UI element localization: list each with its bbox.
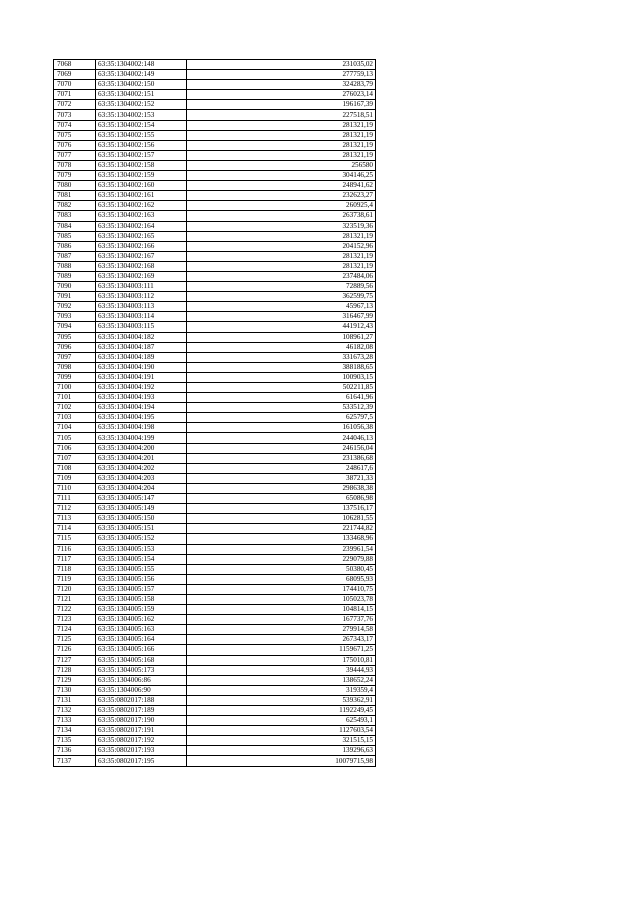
table-row	[54, 736, 376, 746]
row-number-cell: 7095	[54, 332, 96, 342]
cadastral-value-cell: 237484,06	[187, 271, 376, 281]
cadastral-value-cell: 68095,93	[187, 574, 376, 584]
cadastral-number-cell: 63:35:1304003:114	[96, 312, 187, 322]
cadastral-value-cell: 105023,78	[187, 594, 376, 604]
table-row	[54, 90, 376, 100]
cadastral-value-cell: 281321,19	[187, 231, 376, 241]
row-number-cell: 7103	[54, 413, 96, 423]
cadastral-value-cell: 106281,55	[187, 514, 376, 524]
row-number-cell: 7129	[54, 675, 96, 685]
cadastral-value-cell: 196167,39	[187, 100, 376, 110]
cadastral-value-cell: 231386,68	[187, 453, 376, 463]
row-number-cell: 7106	[54, 443, 96, 453]
table-row	[54, 584, 376, 594]
row-number-cell: 7096	[54, 342, 96, 352]
table-row	[54, 100, 376, 110]
cadastral-number-cell: 63:35:1304005:173	[96, 665, 187, 675]
table-row	[54, 685, 376, 695]
table-row	[54, 443, 376, 453]
table-row	[54, 594, 376, 604]
table-row	[54, 625, 376, 635]
cadastral-value-cell: 281321,19	[187, 140, 376, 150]
cadastral-value-cell: 50380,45	[187, 564, 376, 574]
cadastral-number-cell: 63:35:0802017:193	[96, 746, 187, 756]
cadastral-number-cell: 63:35:1304002:156	[96, 140, 187, 150]
cadastral-number-cell: 63:35:1304002:148	[96, 60, 187, 70]
row-number-cell: 7109	[54, 473, 96, 483]
row-number-cell: 7126	[54, 645, 96, 655]
cadastral-value-cell: 625797,5	[187, 413, 376, 423]
cadastral-number-cell: 63:35:1304005:157	[96, 584, 187, 594]
table-row	[54, 726, 376, 736]
cadastral-value-cell: 139296,63	[187, 746, 376, 756]
cadastral-value-cell: 72889,56	[187, 282, 376, 292]
table-row	[54, 372, 376, 382]
table-row	[54, 201, 376, 211]
cadastral-value-cell: 319359,4	[187, 685, 376, 695]
row-number-cell: 7076	[54, 140, 96, 150]
cadastral-number-cell: 63:35:1304004:200	[96, 443, 187, 453]
table-body	[54, 60, 376, 767]
cadastral-number-cell: 63:35:1304005:152	[96, 534, 187, 544]
cadastral-value-cell: 625493,1	[187, 716, 376, 726]
cadastral-number-cell: 63:35:1304003:115	[96, 322, 187, 332]
cadastral-number-cell: 63:35:1304005:151	[96, 524, 187, 534]
cadastral-value-cell: 39444,93	[187, 665, 376, 675]
table-row	[54, 605, 376, 615]
row-number-cell: 7120	[54, 584, 96, 594]
table-row	[54, 120, 376, 130]
table-row	[54, 433, 376, 443]
table-row	[54, 756, 376, 766]
table-row	[54, 403, 376, 413]
cadastral-number-cell: 63:35:1304004:192	[96, 383, 187, 393]
cadastral-number-cell: 63:35:1304002:159	[96, 171, 187, 181]
cadastral-value-cell: 108961,27	[187, 332, 376, 342]
cadastral-value-cell: 174410,75	[187, 584, 376, 594]
cadastral-value-cell: 323519,36	[187, 221, 376, 231]
cadastral-value-cell: 137516,17	[187, 504, 376, 514]
cadastral-number-cell: 63:35:1304005:149	[96, 504, 187, 514]
table-row	[54, 655, 376, 665]
cadastral-value-cell: 281321,19	[187, 261, 376, 271]
cadastral-value-cell: 277759,13	[187, 70, 376, 80]
row-number-cell: 7123	[54, 615, 96, 625]
table-row	[54, 241, 376, 251]
cadastral-number-cell: 63:35:1304002:169	[96, 271, 187, 281]
cadastral-number-cell: 63:35:1304005:158	[96, 594, 187, 604]
cadastral-value-cell: 281321,19	[187, 150, 376, 160]
table-row	[54, 140, 376, 150]
row-number-cell: 7108	[54, 463, 96, 473]
cadastral-number-cell: 63:35:1304002:153	[96, 110, 187, 120]
table-row	[54, 332, 376, 342]
cadastral-value-cell: 104814,15	[187, 605, 376, 615]
cadastral-value-cell: 321515,15	[187, 736, 376, 746]
row-number-cell: 7098	[54, 362, 96, 372]
row-number-cell: 7094	[54, 322, 96, 332]
cadastral-value-cell: 441912,43	[187, 322, 376, 332]
cadastral-value-cell: 263738,61	[187, 211, 376, 221]
table-row	[54, 302, 376, 312]
table-row	[54, 312, 376, 322]
row-number-cell: 7077	[54, 150, 96, 160]
cadastral-value-cell: 281321,19	[187, 251, 376, 261]
cadastral-number-cell: 63:35:0802017:195	[96, 756, 187, 766]
cadastral-value-cell: 204152,96	[187, 241, 376, 251]
cadastral-number-cell: 63:35:1304002:149	[96, 70, 187, 80]
cadastral-value-cell: 260925,4	[187, 201, 376, 211]
table-row	[54, 534, 376, 544]
row-number-cell: 7088	[54, 261, 96, 271]
row-number-cell: 7132	[54, 706, 96, 716]
table-row	[54, 675, 376, 685]
cadastral-value-cell: 362599,75	[187, 292, 376, 302]
cadastral-number-cell: 63:35:0802017:192	[96, 736, 187, 746]
table-row	[54, 716, 376, 726]
cadastral-value-cell: 229079,88	[187, 554, 376, 564]
table-row	[54, 514, 376, 524]
cadastral-value-cell: 331673,28	[187, 352, 376, 362]
cadastral-value-cell: 281321,19	[187, 120, 376, 130]
row-number-cell: 7125	[54, 635, 96, 645]
table-row	[54, 181, 376, 191]
table-row	[54, 645, 376, 655]
row-number-cell: 7115	[54, 534, 96, 544]
cadastral-number-cell: 63:35:1304002:161	[96, 191, 187, 201]
row-number-cell: 7071	[54, 90, 96, 100]
cadastral-value-cell: 248617,6	[187, 463, 376, 473]
row-number-cell: 7078	[54, 160, 96, 170]
row-number-cell: 7082	[54, 201, 96, 211]
table-row	[54, 665, 376, 675]
cadastral-number-cell: 63:35:1304004:189	[96, 352, 187, 362]
row-number-cell: 7097	[54, 352, 96, 362]
cadastral-number-cell: 63:35:1304004:202	[96, 463, 187, 473]
cadastral-number-cell: 63:35:1304002:164	[96, 221, 187, 231]
table-row	[54, 110, 376, 120]
row-number-cell: 7093	[54, 312, 96, 322]
cadastral-number-cell: 63:35:1304005:163	[96, 625, 187, 635]
cadastral-number-cell: 63:35:1304002:167	[96, 251, 187, 261]
cadastral-number-cell: 63:35:1304004:203	[96, 473, 187, 483]
row-number-cell: 7119	[54, 574, 96, 584]
table-row	[54, 362, 376, 372]
cadastral-number-cell: 63:35:1304004:194	[96, 403, 187, 413]
cadastral-value-cell: 10079715,98	[187, 756, 376, 766]
cadastral-value-cell: 533512,39	[187, 403, 376, 413]
cadastral-number-cell: 63:35:1304004:201	[96, 453, 187, 463]
cadastral-value-cell: 316467,99	[187, 312, 376, 322]
table-row	[54, 211, 376, 221]
cadastral-value-cell: 231035,02	[187, 60, 376, 70]
cadastral-value-cell: 227518,51	[187, 110, 376, 120]
row-number-cell: 7137	[54, 756, 96, 766]
cadastral-number-cell: 63:35:1304005:166	[96, 645, 187, 655]
row-number-cell: 7112	[54, 504, 96, 514]
row-number-cell: 7101	[54, 393, 96, 403]
cadastral-value-cell: 1159671,25	[187, 645, 376, 655]
table-row	[54, 191, 376, 201]
cadastral-value-cell: 61641,96	[187, 393, 376, 403]
row-number-cell: 7089	[54, 271, 96, 281]
row-number-cell: 7075	[54, 130, 96, 140]
cadastral-value-cell: 46182,08	[187, 342, 376, 352]
table-row	[54, 746, 376, 756]
cadastral-value-cell: 281321,19	[187, 130, 376, 140]
row-number-cell: 7104	[54, 423, 96, 433]
row-number-cell: 7136	[54, 746, 96, 756]
cadastral-value-cell: 161056,38	[187, 423, 376, 433]
row-number-cell: 7107	[54, 453, 96, 463]
cadastral-value-cell: 267343,17	[187, 635, 376, 645]
row-number-cell: 7068	[54, 60, 96, 70]
row-number-cell: 7087	[54, 251, 96, 261]
cadastral-number-cell: 63:35:1304005:164	[96, 635, 187, 645]
row-number-cell: 7100	[54, 383, 96, 393]
cadastral-value-cell: 65086,98	[187, 494, 376, 504]
row-number-cell: 7083	[54, 211, 96, 221]
table-row	[54, 282, 376, 292]
cadastral-number-cell: 63:35:1304002:157	[96, 150, 187, 160]
cadastral-number-cell: 63:35:1304004:204	[96, 483, 187, 493]
cadastral-value-cell: 502211,85	[187, 383, 376, 393]
table-row	[54, 706, 376, 716]
table-row	[54, 574, 376, 584]
table-row	[54, 80, 376, 90]
row-number-cell: 7130	[54, 685, 96, 695]
cadastral-value-cell: 324283,79	[187, 80, 376, 90]
cadastral-number-cell: 63:35:1304002:166	[96, 241, 187, 251]
cadastral-number-cell: 63:35:0802017:191	[96, 726, 187, 736]
cadastral-number-cell: 63:35:1304004:187	[96, 342, 187, 352]
cadastral-number-cell: 63:35:1304003:112	[96, 292, 187, 302]
cadastral-number-cell: 63:35:1304006:90	[96, 685, 187, 695]
cadastral-value-cell: 244046,13	[187, 433, 376, 443]
cadastral-number-cell: 63:35:1304003:113	[96, 302, 187, 312]
cadastral-number-cell: 63:35:1304002:151	[96, 90, 187, 100]
row-number-cell: 7099	[54, 372, 96, 382]
table-row	[54, 383, 376, 393]
table-row	[54, 564, 376, 574]
cadastral-value-cell: 388188,65	[187, 362, 376, 372]
table-row	[54, 60, 376, 70]
row-number-cell: 7091	[54, 292, 96, 302]
table-row	[54, 160, 376, 170]
cadastral-number-cell: 63:35:1304005:153	[96, 544, 187, 554]
cadastral-number-cell: 63:35:1304002:168	[96, 261, 187, 271]
cadastral-value-cell: 276023,14	[187, 90, 376, 100]
row-number-cell: 7116	[54, 544, 96, 554]
cadastral-number-cell: 63:35:1304004:182	[96, 332, 187, 342]
cadastral-number-cell: 63:35:1304005:162	[96, 615, 187, 625]
table-row	[54, 221, 376, 231]
row-number-cell: 7079	[54, 171, 96, 181]
row-number-cell: 7085	[54, 231, 96, 241]
row-number-cell: 7081	[54, 191, 96, 201]
row-number-cell: 7135	[54, 736, 96, 746]
cadastral-value-cell: 279914,58	[187, 625, 376, 635]
table-row	[54, 615, 376, 625]
cadastral-number-cell: 63:35:1304005:150	[96, 514, 187, 524]
row-number-cell: 7133	[54, 716, 96, 726]
row-number-cell: 7084	[54, 221, 96, 231]
row-number-cell: 7070	[54, 80, 96, 90]
table-row	[54, 261, 376, 271]
cadastral-number-cell: 63:35:1304002:150	[96, 80, 187, 90]
cadastral-number-cell: 63:35:1304002:160	[96, 181, 187, 191]
row-number-cell: 7134	[54, 726, 96, 736]
row-number-cell: 7117	[54, 554, 96, 564]
row-number-cell: 7069	[54, 70, 96, 80]
row-number-cell: 7118	[54, 564, 96, 574]
cadastral-number-cell: 63:35:1304004:199	[96, 433, 187, 443]
cadastral-number-cell: 63:35:1304005:154	[96, 554, 187, 564]
cadastral-number-cell: 63:35:1304004:198	[96, 423, 187, 433]
table-row	[54, 554, 376, 564]
table-row	[54, 292, 376, 302]
row-number-cell: 7110	[54, 483, 96, 493]
table-row	[54, 413, 376, 423]
cadastral-number-cell: 63:35:1304005:159	[96, 605, 187, 615]
cadastral-value-cell: 539362,91	[187, 695, 376, 705]
row-number-cell: 7121	[54, 594, 96, 604]
cadastral-number-cell: 63:35:1304005:156	[96, 574, 187, 584]
cadastral-value-cell: 239961,54	[187, 544, 376, 554]
row-number-cell: 7105	[54, 433, 96, 443]
cadastral-value-cell: 298638,38	[187, 483, 376, 493]
cadastral-number-cell: 63:35:1304002:152	[96, 100, 187, 110]
table-row	[54, 393, 376, 403]
cadastral-number-cell: 63:35:1304005:168	[96, 655, 187, 665]
row-number-cell: 7074	[54, 120, 96, 130]
row-number-cell: 7086	[54, 241, 96, 251]
cadastral-number-cell: 63:35:1304002:158	[96, 160, 187, 170]
table-row	[54, 635, 376, 645]
table-row	[54, 423, 376, 433]
table-row	[54, 150, 376, 160]
cadastral-value-cell: 38721,33	[187, 473, 376, 483]
table-row	[54, 70, 376, 80]
table-row	[54, 483, 376, 493]
row-number-cell: 7080	[54, 181, 96, 191]
table-row	[54, 695, 376, 705]
cadastral-value-cell: 256580	[187, 160, 376, 170]
cadastral-value-cell: 304146,25	[187, 171, 376, 181]
cadastral-value-cell: 138652,24	[187, 675, 376, 685]
cadastral-number-cell: 63:35:1304002:154	[96, 120, 187, 130]
table-row	[54, 473, 376, 483]
cadastral-value-cell: 221744,82	[187, 524, 376, 534]
table-row	[54, 171, 376, 181]
table-row	[54, 342, 376, 352]
table-row	[54, 504, 376, 514]
cadastral-number-cell: 63:35:1304002:162	[96, 201, 187, 211]
cadastral-number-cell: 63:35:1304003:111	[96, 282, 187, 292]
table-row	[54, 463, 376, 473]
row-number-cell: 7127	[54, 655, 96, 665]
cadastral-value-table	[53, 59, 376, 767]
cadastral-number-cell: 63:35:1304004:191	[96, 372, 187, 382]
cadastral-number-cell: 63:35:0802017:189	[96, 706, 187, 716]
cadastral-value-cell: 248941,62	[187, 181, 376, 191]
row-number-cell: 7122	[54, 605, 96, 615]
cadastral-number-cell: 63:35:1304002:155	[96, 130, 187, 140]
table-row	[54, 130, 376, 140]
cadastral-value-cell: 1192249,45	[187, 706, 376, 716]
cadastral-number-cell: 63:35:1304006:86	[96, 675, 187, 685]
cadastral-number-cell: 63:35:1304004:190	[96, 362, 187, 372]
cadastral-number-cell: 63:35:0802017:188	[96, 695, 187, 705]
table-row	[54, 251, 376, 261]
cadastral-value-cell: 232623,27	[187, 191, 376, 201]
cadastral-value-cell: 100903,15	[187, 372, 376, 382]
row-number-cell: 7131	[54, 695, 96, 705]
row-number-cell: 7073	[54, 110, 96, 120]
row-number-cell: 7092	[54, 302, 96, 312]
cadastral-value-cell: 133468,96	[187, 534, 376, 544]
table-row	[54, 271, 376, 281]
table-row	[54, 322, 376, 332]
cadastral-number-cell: 63:35:1304002:163	[96, 211, 187, 221]
cadastral-number-cell: 63:35:1304004:193	[96, 393, 187, 403]
table-row	[54, 231, 376, 241]
row-number-cell: 7128	[54, 665, 96, 675]
cadastral-number-cell: 63:35:1304004:195	[96, 413, 187, 423]
cadastral-number-cell: 63:35:1304002:165	[96, 231, 187, 241]
cadastral-value-cell: 167737,76	[187, 615, 376, 625]
cadastral-number-cell: 63:35:0802017:190	[96, 716, 187, 726]
cadastral-value-cell: 1127603,54	[187, 726, 376, 736]
table-row	[54, 352, 376, 362]
row-number-cell: 7114	[54, 524, 96, 534]
row-number-cell: 7102	[54, 403, 96, 413]
cadastral-value-cell: 45967,13	[187, 302, 376, 312]
table-row	[54, 494, 376, 504]
row-number-cell: 7124	[54, 625, 96, 635]
row-number-cell: 7111	[54, 494, 96, 504]
table-row	[54, 453, 376, 463]
cadastral-value-cell: 246156,04	[187, 443, 376, 453]
row-number-cell: 7090	[54, 282, 96, 292]
cadastral-value-cell: 175010,81	[187, 655, 376, 665]
row-number-cell: 7113	[54, 514, 96, 524]
table-row	[54, 524, 376, 534]
cadastral-number-cell: 63:35:1304005:147	[96, 494, 187, 504]
row-number-cell: 7072	[54, 100, 96, 110]
table-row	[54, 544, 376, 554]
cadastral-number-cell: 63:35:1304005:155	[96, 564, 187, 574]
